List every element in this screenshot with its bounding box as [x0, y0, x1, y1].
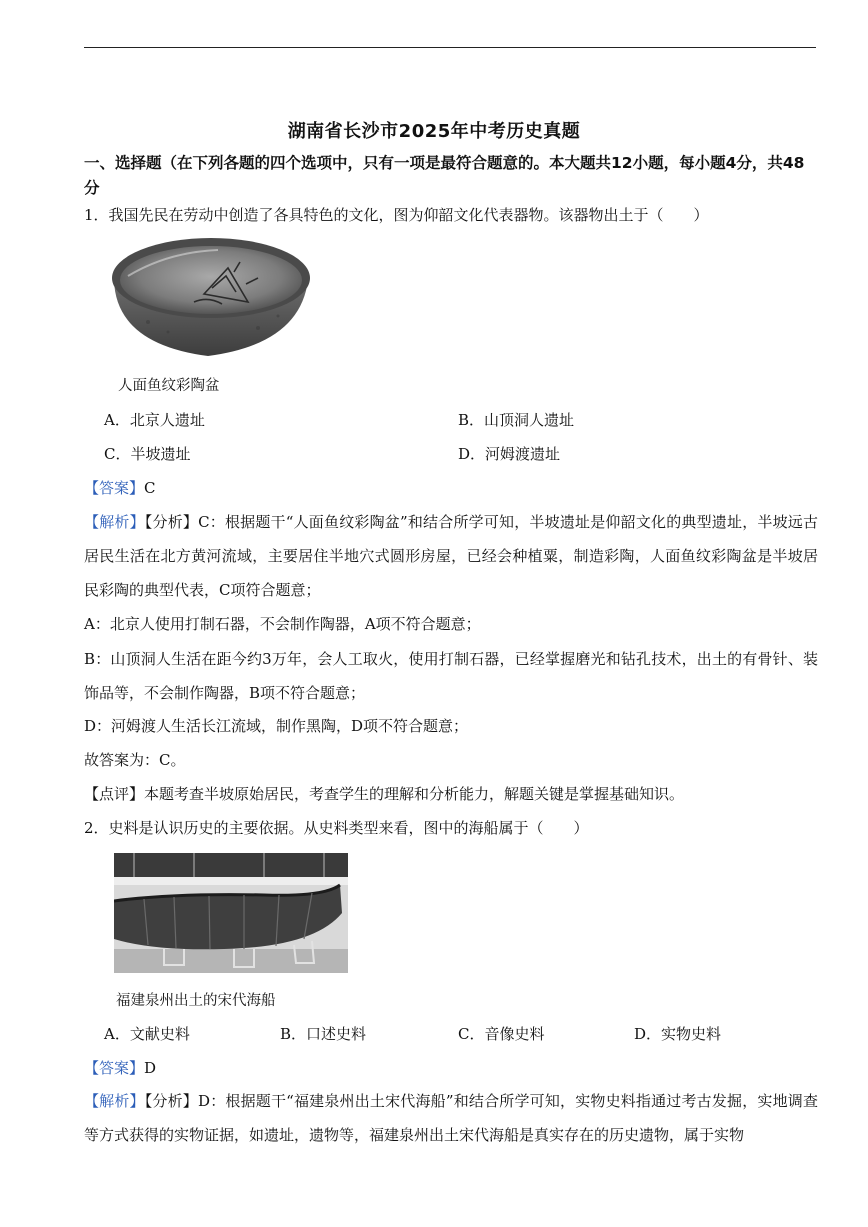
q1-option-d[interactable]: D．河姆渡遗址 — [458, 445, 561, 463]
q1-analysis — [84, 505, 818, 607]
q1-line-d: D：河姆渡人生活长江流域，制作黑陶，D项不符合题意； — [84, 717, 469, 735]
q1-line-b: B：山顶洞人生活在距今约3万年，会人工取火，使用打制石器，已经掌握磨光和钻孔技术，出土的有骨针、装饰品等，不会制作陶器，B项不符合题意； — [84, 650, 818, 702]
q2-answer — [84, 1057, 818, 1079]
q1-option-c[interactable]: C．半坡遗址 — [104, 445, 191, 463]
answer-label: 【答案】 — [84, 1059, 145, 1077]
q1-option-a[interactable]: A．北京人遗址 — [104, 411, 205, 429]
q2-image-caption: 福建泉州出土的宋代海船 — [116, 993, 276, 1009]
section-heading: 一、选择题（在下列各题的四个选项中，只有一项是最符合题意的。本大题共12小题，每小题4分，共48分 — [84, 154, 805, 197]
analysis-text: 【分析】C：根据题干“人面鱼纹彩陶盆”和结合所学可知，半坡遗址是仰韶文化的典型遗址，半坡远古居民生活在北方黄河流域，主要居住半地穴式圆形房屋，已经会种植粟，制造彩陶，人面鱼纹彩陶盆是半坡居民彩陶的典型代表，C项符合题意； — [84, 513, 818, 599]
q1-comment: 【点评】本题考查半坡原始居民，考查学生的理解和分析能力，解题关键是掌握基础知识。 — [84, 785, 685, 803]
q1-stem: 1．我国先民在劳动中创造了各具特色的文化，图为仰韶文化代表器物。该器物出土于（ ） — [84, 206, 709, 224]
header-rule — [84, 47, 816, 48]
analysis-label: 【解析】 — [84, 513, 145, 531]
q1-image-caption: 人面鱼纹彩陶盆 — [118, 378, 220, 394]
q1-option-b[interactable]: B．山顶洞人遗址 — [458, 411, 575, 429]
song-ship-image — [114, 853, 348, 977]
q2-option-c[interactable]: C．音像史料 — [458, 1025, 545, 1043]
q2-option-a[interactable]: A．文献史料 — [104, 1025, 190, 1043]
answer-value: C — [144, 479, 156, 497]
q2-stem: 2．史料是认识历史的主要依据。从史料类型来看，图中的海船属于（ ） — [84, 819, 589, 837]
analysis-text: 【分析】D：根据题干“福建泉州出土宋代海船”和结合所学可知，实物史料指通过考古发掘，实地调查等方式获得的实物证据，如遗址，遗物等，福建泉州出土宋代海船是真实存在的历史遗物，属于实物 — [84, 1092, 818, 1144]
pottery-basin-image — [108, 232, 318, 368]
analysis-label: 【解析】 — [84, 1092, 145, 1110]
q1-conclusion: 故答案为：C。 — [84, 751, 186, 769]
q2-option-d[interactable]: D．实物史料 — [634, 1025, 722, 1043]
answer-value: D — [144, 1059, 157, 1077]
q1-line-a: A：北京人使用打制石器，不会制作陶器，A项不符合题意； — [84, 615, 481, 633]
q2-analysis — [84, 1084, 818, 1152]
answer-label: 【答案】 — [84, 479, 145, 497]
q1-answer — [84, 477, 818, 499]
page-title: 湖南省长沙市2025年中考历史真题 — [287, 121, 581, 142]
q2-option-b[interactable]: B．口述史料 — [280, 1025, 367, 1043]
